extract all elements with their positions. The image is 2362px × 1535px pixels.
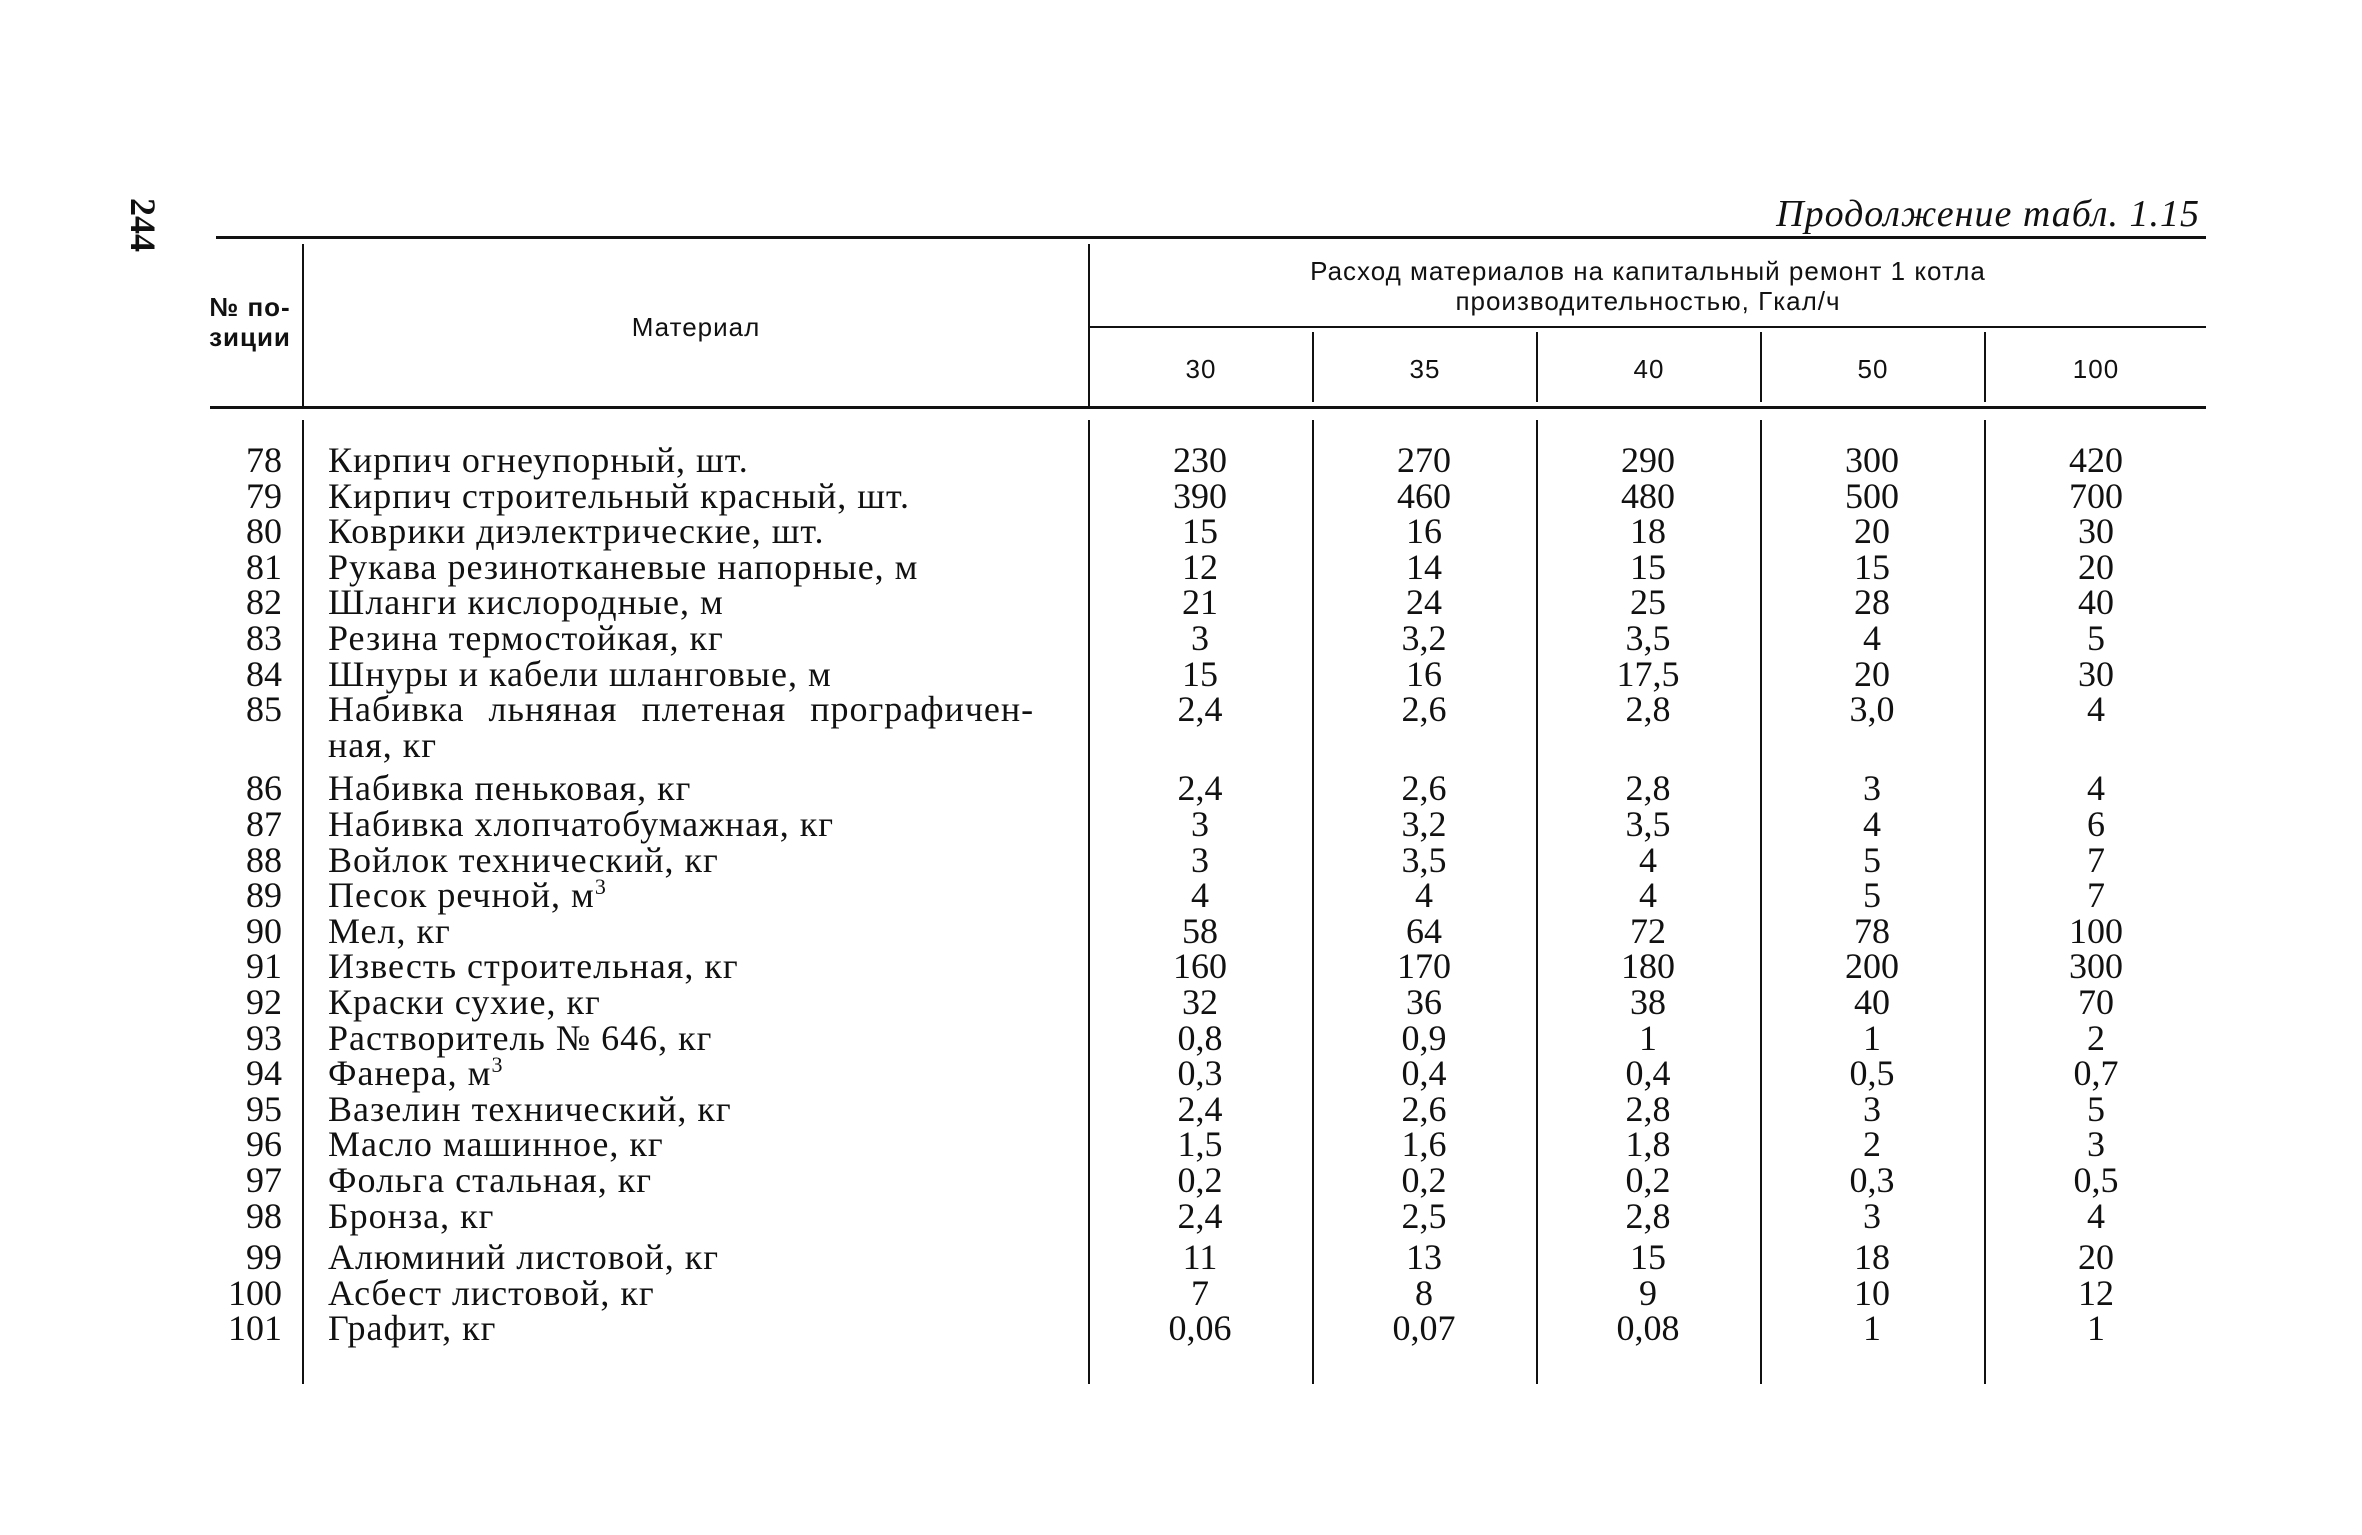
consumption-value-30: 3 bbox=[1191, 804, 1209, 844]
consumption-value-100: 700 bbox=[2069, 476, 2123, 516]
material-name-continuation: ная, кг bbox=[328, 725, 438, 765]
consumption-value-50: 78 bbox=[1854, 911, 1890, 951]
material-name bbox=[328, 513, 824, 549]
material-name-text: Мел, кг bbox=[328, 911, 451, 951]
body-divider-material bbox=[1088, 420, 1090, 1384]
consumption-value-50: 28 bbox=[1854, 582, 1890, 622]
material-name bbox=[328, 913, 451, 949]
consumption-header-line1: Расход материалов на капитальный ремонт 1 котла bbox=[1310, 256, 1986, 286]
consumption-value-100: 0,7 bbox=[2073, 1053, 2119, 1093]
position-number: 87 bbox=[246, 804, 282, 844]
material-name-text: Песок речной, м bbox=[328, 875, 595, 915]
capacity-header-50: 50 bbox=[1857, 354, 1889, 384]
consumption-value-40: 72 bbox=[1630, 911, 1666, 951]
capacity-header-30: 30 bbox=[1185, 354, 1217, 384]
material-name bbox=[328, 1020, 712, 1056]
position-number: 98 bbox=[246, 1196, 282, 1236]
consumption-value-30: 2,4 bbox=[1177, 768, 1223, 808]
table-top-rule bbox=[216, 236, 2206, 239]
consumption-value-50: 2 bbox=[1863, 1124, 1881, 1164]
material-name bbox=[328, 442, 749, 478]
consumption-value-30: 12 bbox=[1182, 547, 1218, 587]
consumption-value-50: 15 bbox=[1854, 547, 1890, 587]
consumption-value-35: 170 bbox=[1397, 946, 1451, 986]
material-name-text: Набивка льняная плетеная прографичен- bbox=[328, 689, 1035, 729]
consumption-value-40: 3,5 bbox=[1625, 618, 1671, 658]
position-number: 79 bbox=[246, 476, 282, 516]
consumption-value-40: 4 bbox=[1639, 840, 1657, 880]
material-name-text: Шнуры и кабели шланговые, м bbox=[328, 654, 832, 694]
consumption-value-35: 0,4 bbox=[1401, 1053, 1447, 1093]
material-name bbox=[328, 1310, 496, 1346]
consumption-value-100: 5 bbox=[2087, 618, 2105, 658]
consumption-value-50: 5 bbox=[1863, 840, 1881, 880]
body-divider-100 bbox=[1984, 420, 1986, 1384]
position-number: 100 bbox=[228, 1273, 282, 1313]
consumption-value-30: 11 bbox=[1182, 1237, 1218, 1277]
table-continuation-title: Продолжение табл. 1.15 bbox=[1776, 193, 2200, 235]
consumption-value-35: 13 bbox=[1406, 1237, 1442, 1277]
consumption-header bbox=[1090, 256, 2206, 316]
consumption-value-100: 70 bbox=[2078, 982, 2114, 1022]
consumption-value-50: 20 bbox=[1854, 511, 1890, 551]
consumption-value-35: 0,9 bbox=[1401, 1018, 1447, 1058]
consumption-value-30: 0,2 bbox=[1177, 1160, 1223, 1200]
consumption-value-100: 20 bbox=[2078, 547, 2114, 587]
consumption-value-30: 15 bbox=[1182, 511, 1218, 551]
material-name-text: Масло машинное, кг bbox=[328, 1124, 664, 1164]
position-number: 95 bbox=[246, 1089, 282, 1129]
material-name-text: Фольга стальная, кг bbox=[328, 1160, 652, 1200]
consumption-value-35: 8 bbox=[1415, 1273, 1433, 1313]
consumption-value-35: 460 bbox=[1397, 476, 1451, 516]
body-divider-position bbox=[302, 420, 304, 1384]
consumption-value-100: 30 bbox=[2078, 511, 2114, 551]
material-name bbox=[328, 656, 832, 692]
material-name bbox=[328, 620, 724, 656]
material-name bbox=[328, 984, 601, 1020]
consumption-value-50: 3,0 bbox=[1849, 689, 1895, 729]
unit-exponent: 3 bbox=[594, 874, 607, 899]
material-name bbox=[328, 770, 691, 806]
consumption-value-30: 390 bbox=[1173, 476, 1227, 516]
consumption-value-35: 270 bbox=[1397, 440, 1451, 480]
consumption-value-30: 15 bbox=[1182, 654, 1218, 694]
position-number: 85 bbox=[246, 689, 282, 729]
consumption-value-100: 300 bbox=[2069, 946, 2123, 986]
consumption-value-35: 1,6 bbox=[1401, 1124, 1447, 1164]
consumption-value-30: 2,4 bbox=[1177, 1196, 1223, 1236]
position-number: 80 bbox=[246, 511, 282, 551]
consumption-value-100: 100 bbox=[2069, 911, 2123, 951]
consumption-value-40: 0,2 bbox=[1625, 1160, 1671, 1200]
position-number: 88 bbox=[246, 840, 282, 880]
consumption-value-100: 4 bbox=[2087, 768, 2105, 808]
consumption-value-50: 300 bbox=[1845, 440, 1899, 480]
consumption-value-40: 0,4 bbox=[1625, 1053, 1671, 1093]
consumption-value-50: 10 bbox=[1854, 1273, 1890, 1313]
consumption-value-30: 2,4 bbox=[1177, 1089, 1223, 1129]
position-number: 84 bbox=[246, 654, 282, 694]
consumption-value-35: 3,5 bbox=[1401, 840, 1447, 880]
material-name-text: Набивка пеньковая, кг bbox=[328, 768, 692, 808]
material-name-text: Войлок технический, кг bbox=[328, 840, 719, 880]
consumption-value-100: 20 bbox=[2078, 1237, 2114, 1277]
material-name bbox=[328, 549, 918, 585]
consumption-value-50: 1 bbox=[1863, 1018, 1881, 1058]
consumption-value-50: 1 bbox=[1863, 1308, 1881, 1348]
consumption-value-100: 1 bbox=[2087, 1308, 2105, 1348]
unit-exponent: 3 bbox=[491, 1052, 504, 1077]
consumption-value-35: 2,6 bbox=[1401, 689, 1447, 729]
consumption-value-30: 32 bbox=[1182, 982, 1218, 1022]
material-name bbox=[328, 1126, 664, 1162]
position-number: 90 bbox=[246, 911, 282, 951]
consumption-value-50: 18 bbox=[1854, 1237, 1890, 1277]
consumption-value-50: 3 bbox=[1863, 1089, 1881, 1129]
material-name bbox=[328, 806, 834, 842]
consumption-value-35: 0,07 bbox=[1392, 1308, 1456, 1348]
consumption-value-100: 12 bbox=[2078, 1273, 2114, 1313]
consumption-value-30: 0,3 bbox=[1177, 1053, 1223, 1093]
position-number: 94 bbox=[246, 1053, 282, 1093]
body-divider-50 bbox=[1760, 420, 1762, 1384]
consumption-value-35: 14 bbox=[1406, 547, 1442, 587]
header-bottom-rule bbox=[210, 406, 2206, 409]
material-name-text: Известь строительная, кг bbox=[328, 946, 739, 986]
consumption-value-40: 9 bbox=[1639, 1273, 1657, 1313]
material-name-text: Кирпич строительный красный, шт. bbox=[328, 476, 911, 516]
position-number: 93 bbox=[246, 1018, 282, 1058]
consumption-value-30: 21 bbox=[1182, 582, 1218, 622]
material-name-text: Рукава резинотканевые напорные, м bbox=[328, 547, 919, 587]
consumption-value-30: 3 bbox=[1191, 840, 1209, 880]
consumption-value-100: 7 bbox=[2087, 875, 2105, 915]
consumption-value-40: 480 bbox=[1621, 476, 1675, 516]
consumption-value-35: 36 bbox=[1406, 982, 1442, 1022]
consumption-value-35: 16 bbox=[1406, 654, 1442, 694]
material-header: Материал bbox=[631, 312, 761, 342]
consumption-value-30: 3 bbox=[1191, 618, 1209, 658]
consumption-value-50: 20 bbox=[1854, 654, 1890, 694]
capacity-header-100: 100 bbox=[2072, 354, 2120, 384]
consumption-value-50: 4 bbox=[1863, 618, 1881, 658]
consumption-value-30: 160 bbox=[1173, 946, 1227, 986]
consumption-value-40: 15 bbox=[1630, 1237, 1666, 1277]
consumption-value-40: 4 bbox=[1639, 875, 1657, 915]
consumption-value-100: 3 bbox=[2087, 1124, 2105, 1164]
consumption-value-35: 3,2 bbox=[1401, 618, 1447, 658]
consumption-value-100: 2 bbox=[2087, 1018, 2105, 1058]
capacity-header-35: 35 bbox=[1409, 354, 1441, 384]
position-header bbox=[200, 292, 300, 352]
consumption-value-40: 18 bbox=[1630, 511, 1666, 551]
body-divider-40 bbox=[1536, 420, 1538, 1384]
material-name-text: Кирпич огнеупорный, шт. bbox=[328, 440, 749, 480]
capacity-header-40: 40 bbox=[1633, 354, 1665, 384]
material-name-text: Резина термостойкая, кг bbox=[328, 618, 724, 658]
consumption-value-50: 40 bbox=[1854, 982, 1890, 1022]
consumption-value-50: 0,3 bbox=[1849, 1160, 1895, 1200]
position-number: 99 bbox=[246, 1237, 282, 1277]
consumption-value-30: 0,8 bbox=[1177, 1018, 1223, 1058]
consumption-value-40: 17,5 bbox=[1616, 654, 1680, 694]
consumption-value-40: 2,8 bbox=[1625, 689, 1671, 729]
material-name-text: Алюминий листовой, кг bbox=[328, 1237, 719, 1277]
consumption-value-100: 6 bbox=[2087, 804, 2105, 844]
consumption-value-50: 200 bbox=[1845, 946, 1899, 986]
material-name bbox=[328, 948, 739, 984]
consumption-value-35: 4 bbox=[1415, 875, 1433, 915]
material-name-text: Вазелин технический, кг bbox=[328, 1089, 732, 1129]
consumption-value-100: 40 bbox=[2078, 582, 2114, 622]
consumption-value-40: 290 bbox=[1621, 440, 1675, 480]
material-name bbox=[328, 478, 910, 514]
material-name bbox=[328, 584, 724, 620]
material-name-text: Краски сухие, кг bbox=[328, 982, 601, 1022]
consumption-value-100: 4 bbox=[2087, 1196, 2105, 1236]
capacity-header-rule bbox=[1088, 326, 2206, 328]
material-name-text: Набивка хлопчатобумажная, кг bbox=[328, 804, 835, 844]
position-number: 101 bbox=[228, 1308, 282, 1348]
consumption-value-100: 30 bbox=[2078, 654, 2114, 694]
consumption-value-40: 0,08 bbox=[1616, 1308, 1680, 1348]
consumption-value-100: 4 bbox=[2087, 689, 2105, 729]
consumption-value-30: 230 bbox=[1173, 440, 1227, 480]
position-number: 96 bbox=[246, 1124, 282, 1164]
consumption-value-40: 25 bbox=[1630, 582, 1666, 622]
material-name-text: Шланги кислородные, м bbox=[328, 582, 724, 622]
consumption-value-35: 24 bbox=[1406, 582, 1442, 622]
consumption-value-40: 15 bbox=[1630, 547, 1666, 587]
consumption-value-40: 1 bbox=[1639, 1018, 1657, 1058]
material-name-text: Фанера, м bbox=[328, 1053, 492, 1093]
position-header-line2: зиции bbox=[209, 322, 291, 352]
consumption-value-100: 0,5 bbox=[2073, 1160, 2119, 1200]
position-number: 86 bbox=[246, 768, 282, 808]
consumption-value-30: 4 bbox=[1191, 875, 1209, 915]
material-name bbox=[328, 691, 1080, 727]
consumption-value-40: 2,8 bbox=[1625, 1089, 1671, 1129]
body-divider-35 bbox=[1312, 420, 1314, 1384]
consumption-value-40: 2,8 bbox=[1625, 1196, 1671, 1236]
consumption-value-50: 3 bbox=[1863, 768, 1881, 808]
consumption-value-30: 0,06 bbox=[1168, 1308, 1232, 1348]
material-name-text: Растворитель № 646, кг bbox=[328, 1018, 713, 1058]
page-number: 244 bbox=[123, 198, 163, 252]
consumption-value-40: 2,8 bbox=[1625, 768, 1671, 808]
consumption-header-line2: производительностью, Гкал/ч bbox=[1455, 286, 1841, 316]
material-name bbox=[328, 1275, 655, 1311]
position-number: 78 bbox=[246, 440, 282, 480]
consumption-value-40: 1,8 bbox=[1625, 1124, 1671, 1164]
consumption-value-100: 7 bbox=[2087, 840, 2105, 880]
consumption-value-35: 2,6 bbox=[1401, 768, 1447, 808]
consumption-value-35: 64 bbox=[1406, 911, 1442, 951]
consumption-value-35: 3,2 bbox=[1401, 804, 1447, 844]
position-header-line1: № по- bbox=[209, 292, 291, 322]
material-name bbox=[328, 1052, 504, 1093]
material-name bbox=[328, 1091, 732, 1127]
consumption-value-35: 2,6 bbox=[1401, 1089, 1447, 1129]
consumption-value-35: 0,2 bbox=[1401, 1160, 1447, 1200]
consumption-value-30: 7 bbox=[1191, 1273, 1209, 1313]
consumption-value-100: 420 bbox=[2069, 440, 2123, 480]
consumption-value-50: 4 bbox=[1863, 804, 1881, 844]
material-name bbox=[328, 1239, 719, 1275]
consumption-value-100: 5 bbox=[2087, 1089, 2105, 1129]
material-name-text: Асбест листовой, кг bbox=[328, 1273, 655, 1313]
position-number: 89 bbox=[246, 875, 282, 915]
position-number: 82 bbox=[246, 582, 282, 622]
position-number: 81 bbox=[246, 547, 282, 587]
material-name bbox=[328, 842, 719, 878]
material-name-text: Графит, кг bbox=[328, 1308, 497, 1348]
consumption-value-30: 1,5 bbox=[1177, 1124, 1223, 1164]
consumption-value-40: 38 bbox=[1630, 982, 1666, 1022]
consumption-value-50: 500 bbox=[1845, 476, 1899, 516]
consumption-value-30: 58 bbox=[1182, 911, 1218, 951]
material-name-text: Коврики диэлектрические, шт. bbox=[328, 511, 825, 551]
material-name-text: Бронза, кг bbox=[328, 1196, 495, 1236]
material-name bbox=[328, 874, 607, 915]
consumption-value-35: 2,5 bbox=[1401, 1196, 1447, 1236]
consumption-value-30: 2,4 bbox=[1177, 689, 1223, 729]
consumption-value-40: 3,5 bbox=[1625, 804, 1671, 844]
position-number: 91 bbox=[246, 946, 282, 986]
position-number: 92 bbox=[246, 982, 282, 1022]
consumption-value-50: 0,5 bbox=[1849, 1053, 1895, 1093]
position-number: 83 bbox=[246, 618, 282, 658]
consumption-value-50: 5 bbox=[1863, 875, 1881, 915]
material-name bbox=[328, 1162, 652, 1198]
consumption-value-50: 3 bbox=[1863, 1196, 1881, 1236]
material-name bbox=[328, 1198, 494, 1234]
consumption-value-35: 16 bbox=[1406, 511, 1442, 551]
consumption-value-40: 180 bbox=[1621, 946, 1675, 986]
position-number: 97 bbox=[246, 1160, 282, 1200]
